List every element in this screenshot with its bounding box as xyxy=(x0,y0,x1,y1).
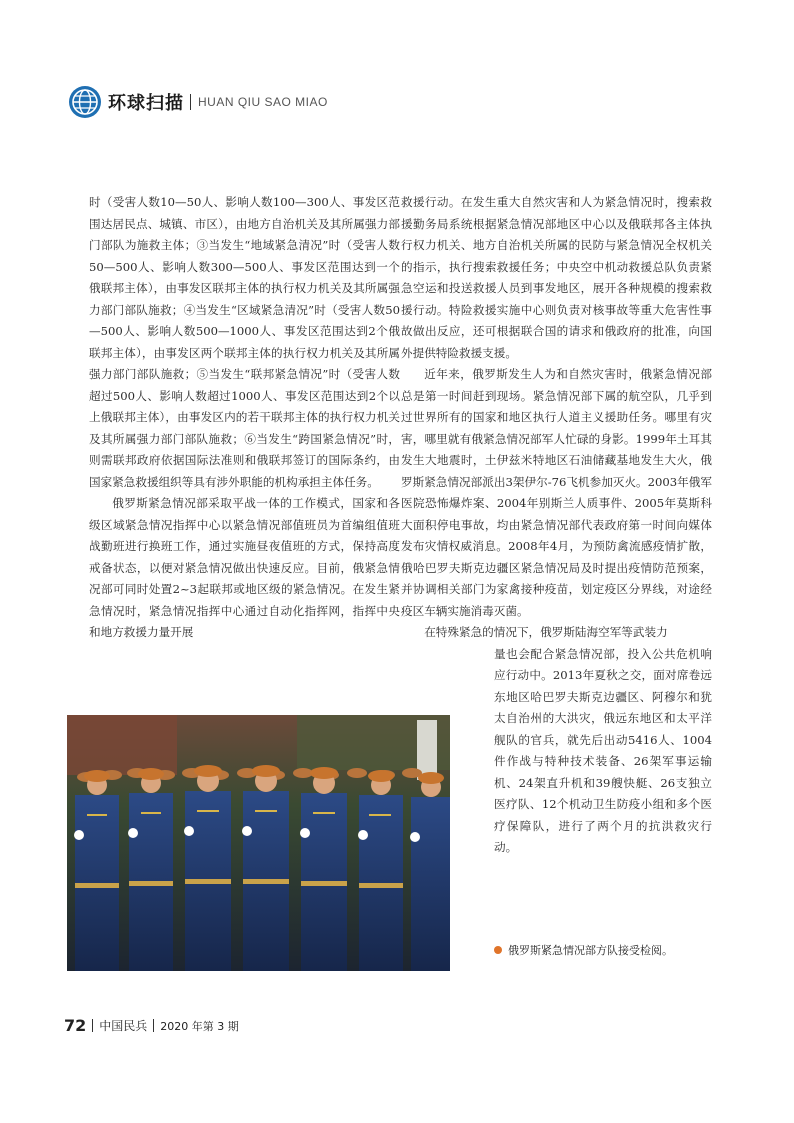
section-pinyin: HUAN QIU SAO MIAO xyxy=(198,95,328,109)
section-header xyxy=(68,84,328,120)
paragraph: 近年来，俄罗斯发生人为和自然灾害时，俄紧急情况部总是第一时间赶到现场。紧急情况部下属的航空队，几乎到过世界所有的国家和地区执行人道主义援助任务。哪里有灾害，哪里就有俄紧急情况部军人忙碌的身影。1999年土耳其发生大地震时，土伊兹米特地区石油储藏基地发生大火，俄罗斯紧急情况部派出3架伊尔-76飞机参加灭火。2003年俄军医院恐怖爆炸案、2004年别斯兰人质事件、2005年莫斯科大面积停电事故，均由紧急情况部代表政府第一时间向媒体发布灾情权威消息。2008年4月，为预防禽流感疫情扩散，俄哈巴罗夫斯克边疆区紧急情况局及时提出疫情防范预案，并协调相关部门为家禽接种疫苗，划定疫区分界线，对途经疫区车辆实施消毒灭菌。 xyxy=(401,367,712,618)
section-title: 环球扫描 xyxy=(108,93,184,114)
paragraph: 俄罗斯紧急情况部采取平战一体的工作模式，国家和各级区域紧急情况指挥中心以紧急情况部值班员为首编组值班战勤班进行换班工作，通过实施昼夜值班的方式，保持高度戒备状态，以便对紧急情况做出快速反应。目前，俄紧急情况部可同时处置2~3起联邦或地区级的紧急情况。在发生紧急情况时，紧急情况指挥中心通过自动化指挥网，指挥中央和地方救援力量开展 xyxy=(89,496,400,639)
page-number: 72 xyxy=(64,1016,87,1035)
footer-divider xyxy=(92,1019,93,1032)
bullet-dot-icon xyxy=(494,946,502,954)
caption-text: 俄罗斯紧急情况部方队接受检阅。 xyxy=(508,944,673,957)
issue-label: 2020 年第 3 期 xyxy=(160,1019,239,1033)
paragraph: 救援行动。在发生重大自然灾害和人为紧急情况时，搜索救援勤务局系统根据紧急情况部地区中心以及俄联邦各主体执行权力机关、地方自治机关所属的民防与紧急情况全权机关的指示，执行搜索救援任务；中央空中机动救援总队负责紧急空运和投送救援人员到事发地区，展开各种规模的搜索救援行动。特险救援实施中心则负责对核事故等重大危害性事故做出反应，还可根据联合国的请求和俄政府的批准，向国外提供特险救援支援。 xyxy=(401,195,712,360)
footer-divider xyxy=(153,1019,154,1032)
header-divider xyxy=(190,94,191,110)
globe-icon xyxy=(68,85,102,119)
photo-caption xyxy=(494,942,673,958)
paragraph: 在特殊紧急的情况下，俄罗斯陆海空军等武装力 xyxy=(424,625,668,639)
paragraph: 量也会配合紧急情况部，投入公共危机响应行动中。2013年夏秋之交，面对席卷远东地区哈巴罗夫斯克边疆区、阿穆尔和犹太自治州的大洪灾，俄远东地区和太平洋舰队的官兵，就先后出动5416人、1004件作战与特种技术装备、26架军事运输机、24架直升机和39艘快艇、26支独立医疗队、12个机动卫生防疫小组和多个医疗保障队，进行了两个月的抗洪救灾行动。 xyxy=(494,646,712,854)
article-left-column xyxy=(89,192,400,644)
paragraph: 时（受害人数10—50人、影响人数100—300人、事发区范围达居民点、城镇、市区），由地方自治机关及其所属强力部门部队为施救主体；③当发生“地域紧急清况”时（受害人数50—500人、影响人数300—500人、事发区范围达到一个俄联邦主体），由事发区联邦主体的执行权力机关及其所属强力部门部队施救；④当发生“区域紧急清况”时（受害人数50—500人、影响人数500—1000人、事发区范围达到2个俄联邦主体），由事发区两个联邦主体的执行权力机关及其所属强力部门部队施救；⑤当发生“联邦紧急情况”时（受害人数超过500人、影响人数超过1000人、事发区范围达到2个以上俄联邦主体），由事发区内的若干联邦主体的执行权力机关及其所属强力部门部队施救；⑥当发生“跨国紧急情况”时，则需联邦政府依据国际法准则和俄联邦签订的国际条约，由国家紧急救援组织等具有涉外职能的机构承担主体任务。 xyxy=(89,195,400,489)
magazine-name: 中国民兵 xyxy=(99,1019,148,1033)
parade-photo xyxy=(67,715,450,971)
page-footer xyxy=(64,1016,239,1035)
